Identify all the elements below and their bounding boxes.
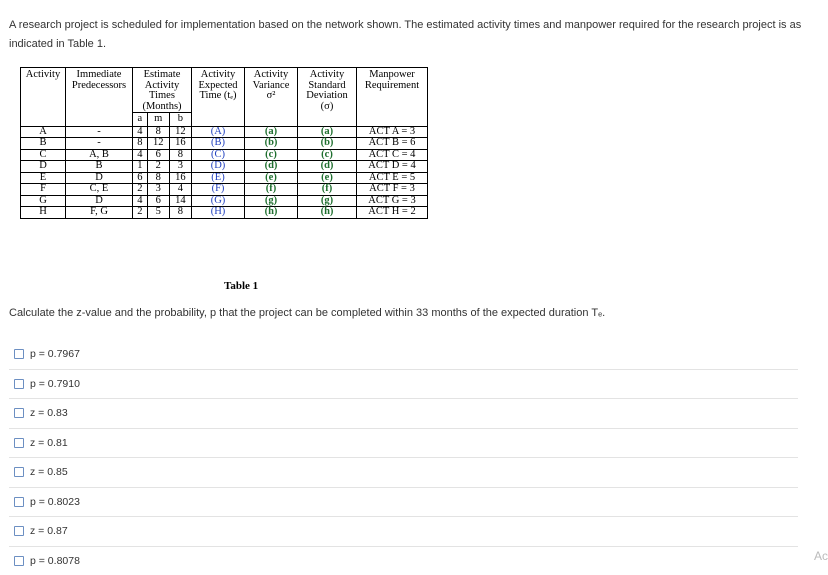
cell-pred: A, B xyxy=(66,149,133,161)
header-expected-time: Activity Expected Time (tₑ) xyxy=(192,68,245,127)
cell-sd: (b) xyxy=(298,138,357,150)
cell-activity: H xyxy=(21,207,66,219)
cell-mp: ACT D = 4 xyxy=(357,161,428,173)
question-text: Calculate the z-value and the probability, p that the project can be completed within 33 months of the expected duration Tₑ. xyxy=(9,307,605,319)
cell-var: (f) xyxy=(245,184,298,196)
checkbox[interactable] xyxy=(14,438,24,448)
subheader-a: a xyxy=(133,113,148,127)
cell-te: (B) xyxy=(192,138,245,150)
answer-option-label: p = 0.8023 xyxy=(30,496,80,508)
cell-pred: D xyxy=(66,172,133,184)
checkbox[interactable] xyxy=(14,497,24,507)
table-row xyxy=(21,195,428,207)
cell-activity: A xyxy=(21,126,66,138)
cell-m: 8 xyxy=(147,172,169,184)
cell-activity: F xyxy=(21,184,66,196)
cell-te: (A) xyxy=(192,126,245,138)
table-row xyxy=(21,161,428,173)
cell-var: (g) xyxy=(245,195,298,207)
cell-pred: - xyxy=(66,138,133,150)
answer-option[interactable] xyxy=(9,340,798,369)
cell-a: 2 xyxy=(133,184,148,196)
cell-m: 3 xyxy=(147,184,169,196)
table-row xyxy=(21,207,428,219)
cell-m: 12 xyxy=(147,138,169,150)
cell-m: 6 xyxy=(147,195,169,207)
cell-mp: ACT A = 3 xyxy=(357,126,428,138)
answer-option[interactable] xyxy=(9,516,798,546)
cell-mp: ACT F = 3 xyxy=(357,184,428,196)
cell-a: 4 xyxy=(133,195,148,207)
cell-a: 2 xyxy=(133,207,148,219)
cell-b: 8 xyxy=(169,149,191,161)
cell-b: 3 xyxy=(169,161,191,173)
checkbox[interactable] xyxy=(14,467,24,477)
cell-m: 5 xyxy=(147,207,169,219)
cell-var: (e) xyxy=(245,172,298,184)
cell-mp: ACT E = 5 xyxy=(357,172,428,184)
cell-a: 4 xyxy=(133,126,148,138)
cell-var: (d) xyxy=(245,161,298,173)
cell-var: (h) xyxy=(245,207,298,219)
cell-m: 6 xyxy=(147,149,169,161)
cell-pred: F, G xyxy=(66,207,133,219)
cell-te: (H) xyxy=(192,207,245,219)
subheader-m: m xyxy=(147,113,169,127)
checkbox[interactable] xyxy=(14,556,24,566)
cell-mp: ACT H = 2 xyxy=(357,207,428,219)
answer-option[interactable] xyxy=(9,546,798,575)
cell-te: (D) xyxy=(192,161,245,173)
answer-option-label: p = 0.8078 xyxy=(30,555,80,567)
answer-option[interactable] xyxy=(9,369,798,399)
activity-table-body xyxy=(21,126,428,218)
cell-sd: (h) xyxy=(298,207,357,219)
cell-b: 14 xyxy=(169,195,191,207)
answer-option-label: z = 0.87 xyxy=(30,525,68,537)
cell-pred: - xyxy=(66,126,133,138)
corner-text: Ac xyxy=(814,549,828,563)
cell-a: 1 xyxy=(133,161,148,173)
header-manpower: Manpower Requirement xyxy=(357,68,428,127)
cell-activity: B xyxy=(21,138,66,150)
cell-te: (G) xyxy=(192,195,245,207)
answer-option-label: p = 0.7967 xyxy=(30,348,80,360)
cell-b: 16 xyxy=(169,172,191,184)
cell-pred: D xyxy=(66,195,133,207)
table-row xyxy=(21,138,428,150)
table-row xyxy=(21,184,428,196)
cell-b: 16 xyxy=(169,138,191,150)
cell-sd: (d) xyxy=(298,161,357,173)
cell-b: 12 xyxy=(169,126,191,138)
cell-a: 6 xyxy=(133,172,148,184)
cell-var: (b) xyxy=(245,138,298,150)
cell-a: 8 xyxy=(133,138,148,150)
cell-activity: C xyxy=(21,149,66,161)
answer-option-label: z = 0.85 xyxy=(30,466,68,478)
cell-pred: C, E xyxy=(66,184,133,196)
cell-sd: (a) xyxy=(298,126,357,138)
activity-table xyxy=(20,67,428,219)
cell-var: (c) xyxy=(245,149,298,161)
checkbox[interactable] xyxy=(14,379,24,389)
cell-mp: ACT B = 6 xyxy=(357,138,428,150)
cell-te: (C) xyxy=(192,149,245,161)
answer-option[interactable] xyxy=(9,398,798,428)
cell-mp: ACT C = 4 xyxy=(357,149,428,161)
cell-mp: ACT G = 3 xyxy=(357,195,428,207)
answer-option[interactable] xyxy=(9,457,798,487)
cell-m: 8 xyxy=(147,126,169,138)
table-caption: Table 1 xyxy=(224,280,258,292)
checkbox[interactable] xyxy=(14,349,24,359)
answer-options xyxy=(0,340,798,575)
table-row xyxy=(21,172,428,184)
checkbox[interactable] xyxy=(14,526,24,536)
cell-sd: (f) xyxy=(298,184,357,196)
cell-pred: B xyxy=(66,161,133,173)
activity-table-container xyxy=(20,67,428,219)
cell-b: 4 xyxy=(169,184,191,196)
checkbox[interactable] xyxy=(14,408,24,418)
cell-activity: D xyxy=(21,161,66,173)
table-row xyxy=(21,126,428,138)
cell-sd: (e) xyxy=(298,172,357,184)
cell-activity: E xyxy=(21,172,66,184)
answer-option-label: z = 0.81 xyxy=(30,437,68,449)
cell-m: 2 xyxy=(147,161,169,173)
header-stddev: Activity Standard Deviation (σ) xyxy=(298,68,357,127)
cell-sd: (c) xyxy=(298,149,357,161)
cell-te: (F) xyxy=(192,184,245,196)
header-activity: Activity xyxy=(21,68,66,127)
cell-a: 4 xyxy=(133,149,148,161)
answer-option[interactable] xyxy=(9,487,798,517)
header-estimate: Estimate Activity Times (Months) xyxy=(133,68,192,113)
header-variance: Activity Variance σ² xyxy=(245,68,298,127)
cell-b: 8 xyxy=(169,207,191,219)
answer-option-label: z = 0.83 xyxy=(30,407,68,419)
answer-option-label: p = 0.7910 xyxy=(30,378,80,390)
answer-option[interactable] xyxy=(9,428,798,458)
table-row xyxy=(21,149,428,161)
cell-activity: G xyxy=(21,195,66,207)
cell-sd: (g) xyxy=(298,195,357,207)
cell-te: (E) xyxy=(192,172,245,184)
cell-var: (a) xyxy=(245,126,298,138)
subheader-b: b xyxy=(169,113,191,127)
header-predecessors: Immediate Predecessors xyxy=(66,68,133,127)
question-intro: A research project is scheduled for implementation based on the network shown. The estimated activity times and manpower required for the research project is as indicated in Table 1. xyxy=(9,16,804,54)
